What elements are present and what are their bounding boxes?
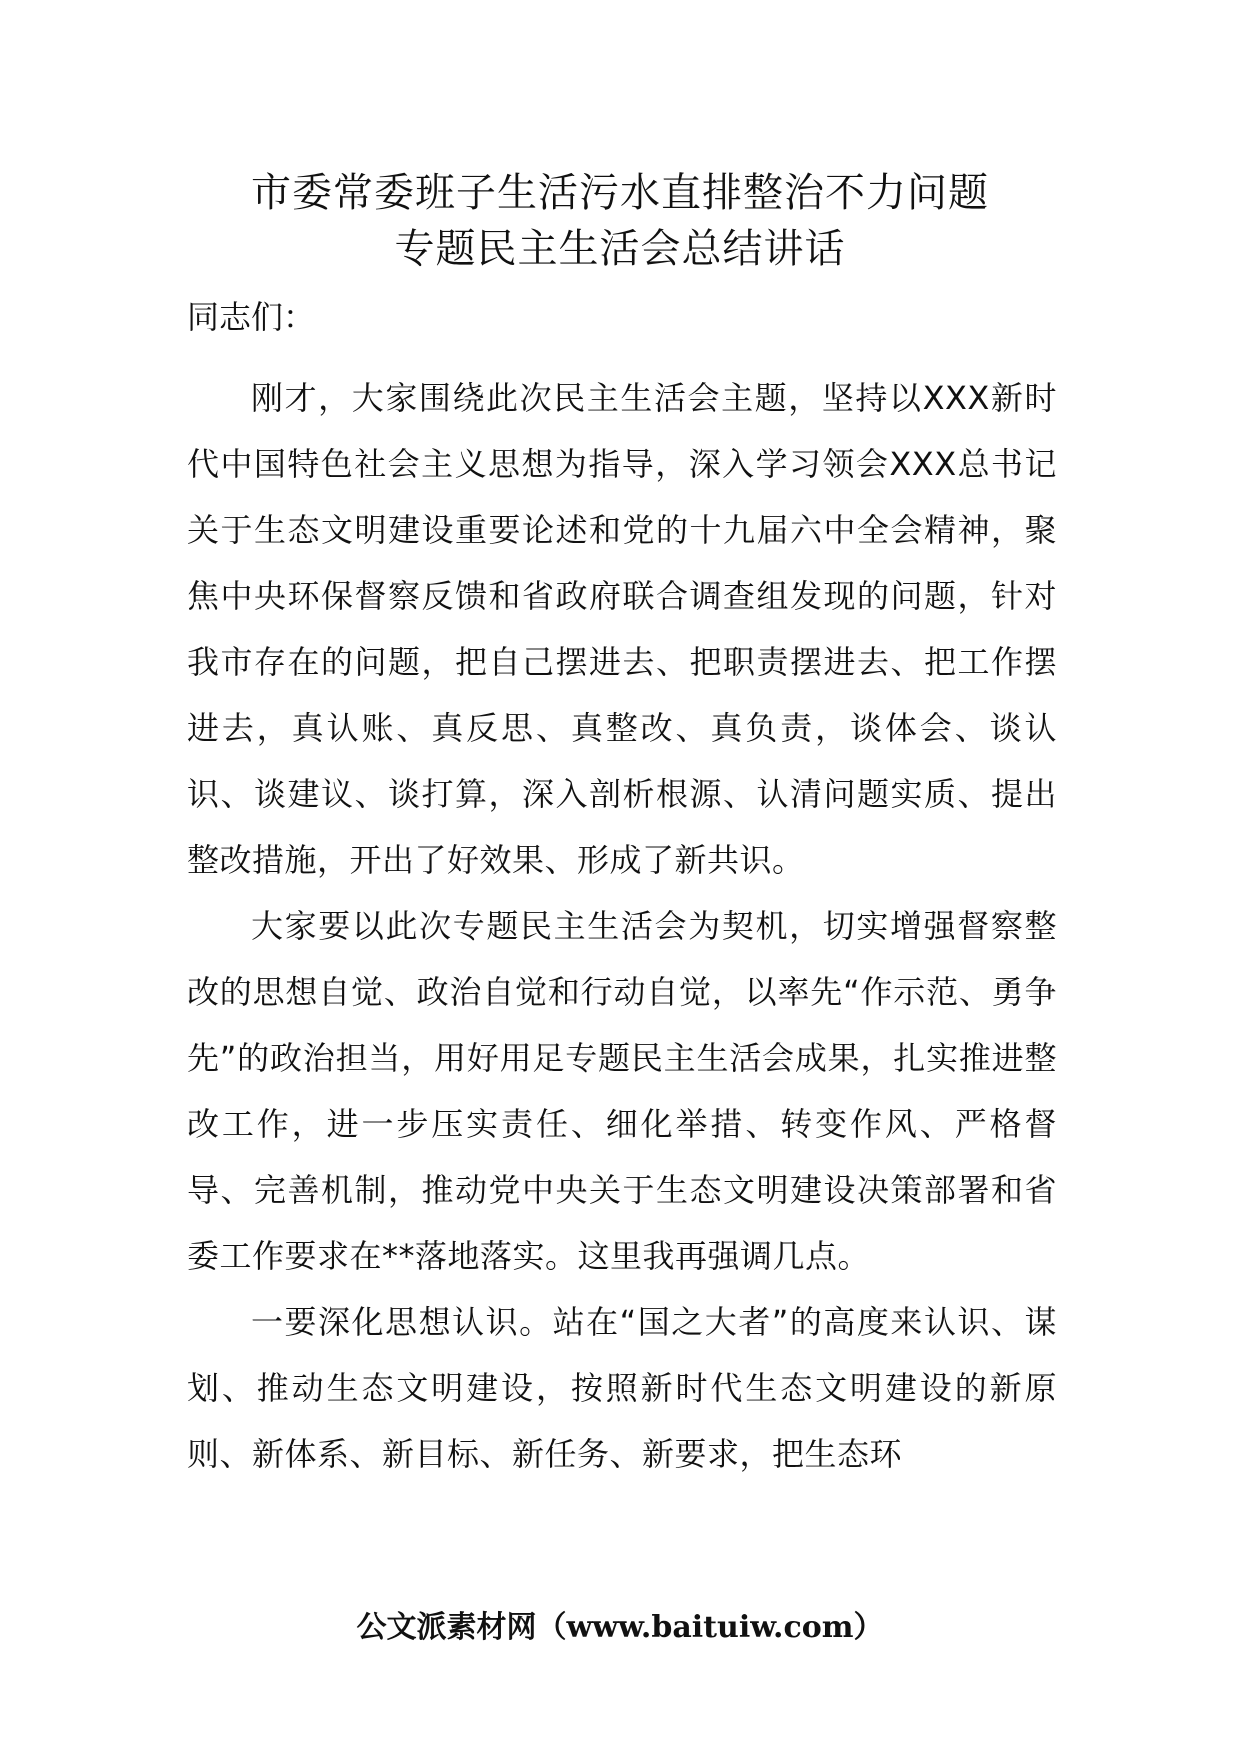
footer-watermark: 公文派素材网（www.baituiw.com） bbox=[356, 1610, 884, 1645]
title-line-2: 专题民主生活会总结讲话 bbox=[394, 226, 846, 272]
document-title bbox=[0, 165, 1240, 277]
salutation: 同志们： bbox=[187, 298, 316, 336]
paragraph-2: 大家要以此次专题民主生活会为契机，切实增强督察整改的思想自觉、政治自觉和行动自觉，以率先“作示范、勇争先”的政治担当，用好用足专题民主生活会成果，扎实推进整改工作，进一步压实责任、细化举措、转变作风、严格督导、完善机制，推动党中央关于生态文明建设决策部署和省委工作要求在**落地落实。这里我再强调几点。 bbox=[187, 907, 1057, 1275]
title-line-1: 市委常委班子生活污水直排整治不力问题 bbox=[251, 170, 989, 216]
paragraph-1: 刚才，大家围绕此次民主生活会主题，坚持以XXX新时代中国特色社会主义思想为指导，深入学习领会XXX总书记关于生态文明建设重要论述和党的十九届六中全会精神，聚焦中央环保督察反馈和省政府联合调查组发现的问题，针对我市存在的问题，把自己摆进去、把职责摆进去、把工作摆进去，真认账、真反思、真整改、真负责，谈体会、谈认识、谈建议、谈打算，深入剖析根源、认清问题实质、提出整改措施，开出了好效果、形成了新共识。 bbox=[187, 379, 1057, 879]
document-body bbox=[187, 365, 1057, 1487]
paragraph-3: 一要深化思想认识。站在“国之大者”的高度来认识、谋划、推动生态文明建设，按照新时代生态文明建设的新原则、新体系、新目标、新任务、新要求，把生态环 bbox=[187, 1303, 1057, 1473]
